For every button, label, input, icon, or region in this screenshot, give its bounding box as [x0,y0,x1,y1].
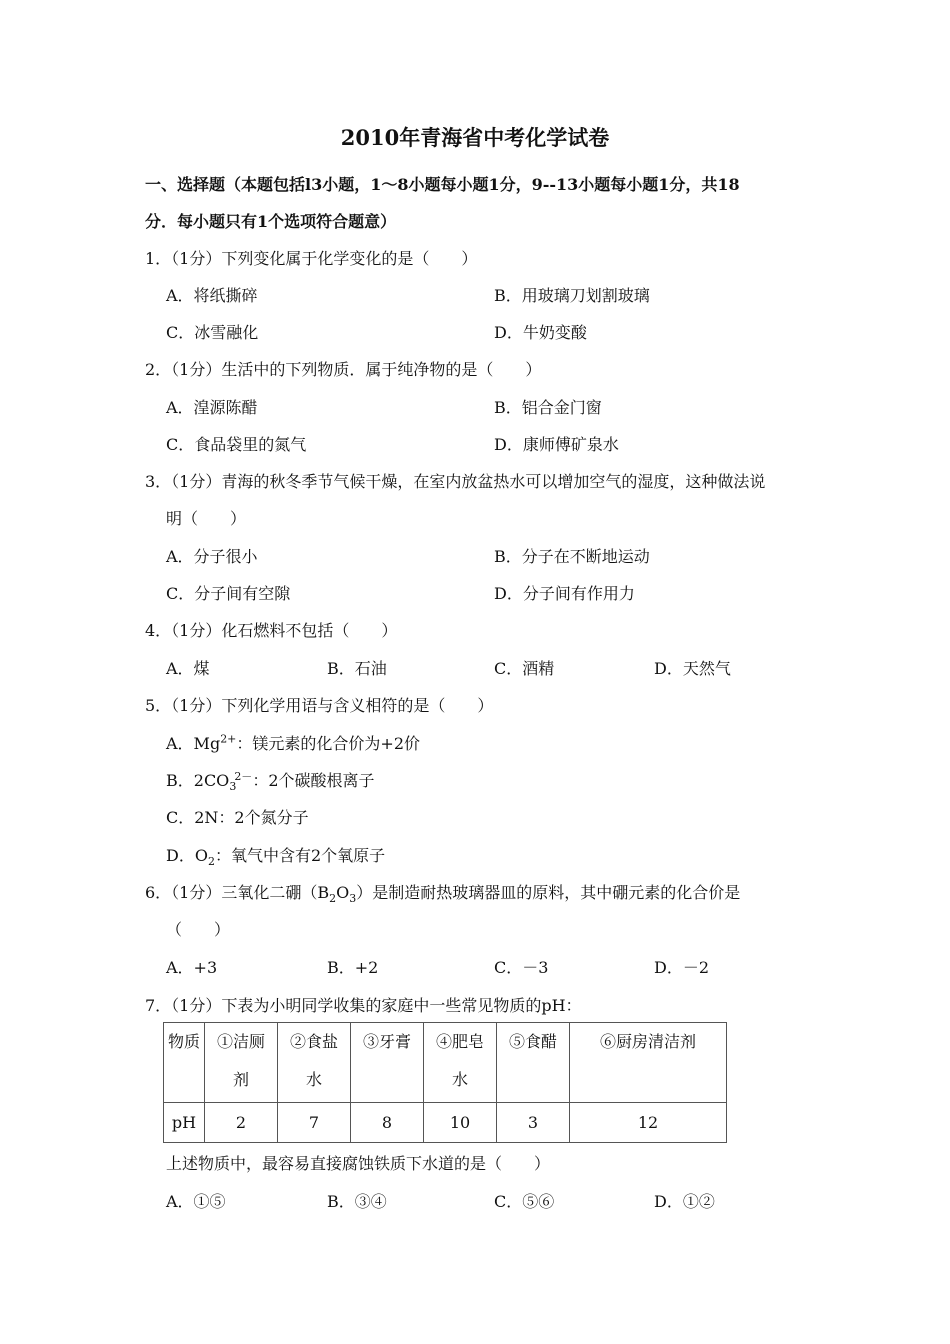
question-4-stem: 4．（1分）化石燃料不包括（ ） [145,621,398,640]
table-row [164,1103,727,1143]
question-6-stem-line2: （ ） [166,920,231,939]
question-7-option-b: B．③④ [327,1192,387,1211]
question-5-option-c: C．2N：2个氮分子 [166,808,309,827]
question-3-stem-line2: 明（ ） [166,509,247,528]
question-2-stem: 2．（1分）生活中的下列物质．属于纯净物的是（ ） [145,360,542,379]
table-header-cell: ⑥厨房清洁剂 [570,1023,727,1103]
question-6-stem-mid: O [336,883,350,902]
question-1-option-c: C．冰雪融化 [166,323,259,342]
question-3-stem-line1: 3．（1分）青海的秋冬季节气候干燥，在室内放盆热水可以增加空气的湿度，这种做法说 [145,472,766,491]
question-3-option-d: D．分子间有作用力 [494,584,635,603]
question-7-option-a: A．①⑤ [166,1192,226,1211]
question-5-option-a-pre: A．Mg [166,734,221,753]
question-5-option-b-pre: B．2CO [166,771,230,790]
question-7-option-c: C．⑤⑥ [494,1192,555,1211]
question-5-option-b-post: ：2个碳酸根离子 [252,771,375,790]
table-cell: 2 [205,1103,278,1143]
formula-subscript: 2 [329,892,337,906]
question-1-option-b: B．用玻璃刀划割玻璃 [494,286,650,305]
question-6-option-a: A．+3 [166,958,218,977]
table-cell: 12 [570,1103,727,1143]
question-1-option-a: A．将纸撕碎 [166,286,258,305]
table-cell: 10 [424,1103,497,1143]
question-1-option-d: D．牛奶变酸 [494,323,587,342]
table-header-cell: ④肥皂 水 [424,1023,497,1103]
section-header-line2: 分．每小题只有1个选项符合题意） [145,212,397,231]
question-1-stem: 1．（1分）下列变化属于化学变化的是（ ） [145,249,478,268]
question-5-option-a-post: ：镁元素的化合价为+2价 [236,734,420,753]
question-5-option-b [166,769,375,794]
question-2-option-c: C．食品袋里的氮气 [166,435,307,454]
section-header-line1: 一、选择题（本题包括l3小题，1～8小题每小题1分，9--13小题每小题1分，共18 [145,175,740,194]
question-6-stem-line1 [145,883,741,906]
table-header-cell: ①洁厕 剂 [205,1023,278,1103]
question-4-option-b: B．石油 [327,659,387,678]
question-7-option-d: D．①② [654,1192,715,1211]
page-title: 2010年青海省中考化学试卷 [340,125,610,150]
table-header-cell: ②食盐 水 [278,1023,351,1103]
question-4-option-a: A．煤 [166,659,210,678]
table-cell: 7 [278,1103,351,1143]
question-4-option-c: C．酒精 [494,659,555,678]
question-7-stem: 7．（1分）下表为小明同学收集的家庭中一些常见物质的pH： [145,996,582,1015]
question-2-option-a: A．湟源陈醋 [166,398,258,417]
question-5-option-d-post: ：氧气中含有2个氧原子 [214,846,386,865]
formula-subscript: 3 [229,780,237,794]
question-5-option-d-pre: D．O [166,846,208,865]
table-cell: 3 [497,1103,570,1143]
formula-subscript: 3 [349,892,357,906]
table-cell: pH [164,1103,205,1143]
question-3-option-b: B．分子在不断地运动 [494,547,650,566]
question-5-option-d [166,846,386,869]
ph-table [163,1022,727,1143]
table-header-cell: 物质 [164,1023,205,1103]
question-2-option-d: D．康师傅矿泉水 [494,435,619,454]
charge-superscript: 2+ [220,732,237,746]
question-4-option-d: D．天然气 [654,659,731,678]
table-header-cell: ⑤食醋 [497,1023,570,1103]
question-6-option-c: C．－3 [494,958,549,977]
question-7-follow-up: 上述物质中，最容易直接腐蚀铁质下水道的是（ ） [166,1154,551,1173]
question-6-stem-post: ）是制造耐热玻璃器皿的原料，其中硼元素的化合价是 [356,883,741,902]
table-cell: 8 [351,1103,424,1143]
formula-subscript: 2 [207,855,215,869]
question-6-stem-pre: 6．（1分）三氧化二硼（B [145,883,330,902]
question-6-option-d: D．－2 [654,958,710,977]
table-row [164,1023,727,1103]
question-5-option-a [166,734,420,754]
question-3-option-c: C．分子间有空隙 [166,584,291,603]
question-5-stem: 5．（1分）下列化学用语与含义相符的是（ ） [145,696,494,715]
charge-superscript: 2－ [234,769,253,783]
question-6-option-b: B．+2 [327,958,379,977]
question-3-option-a: A．分子很小 [166,547,258,566]
table-header-cell: ③牙膏 [351,1023,424,1103]
question-2-option-b: B．铝合金门窗 [494,398,602,417]
